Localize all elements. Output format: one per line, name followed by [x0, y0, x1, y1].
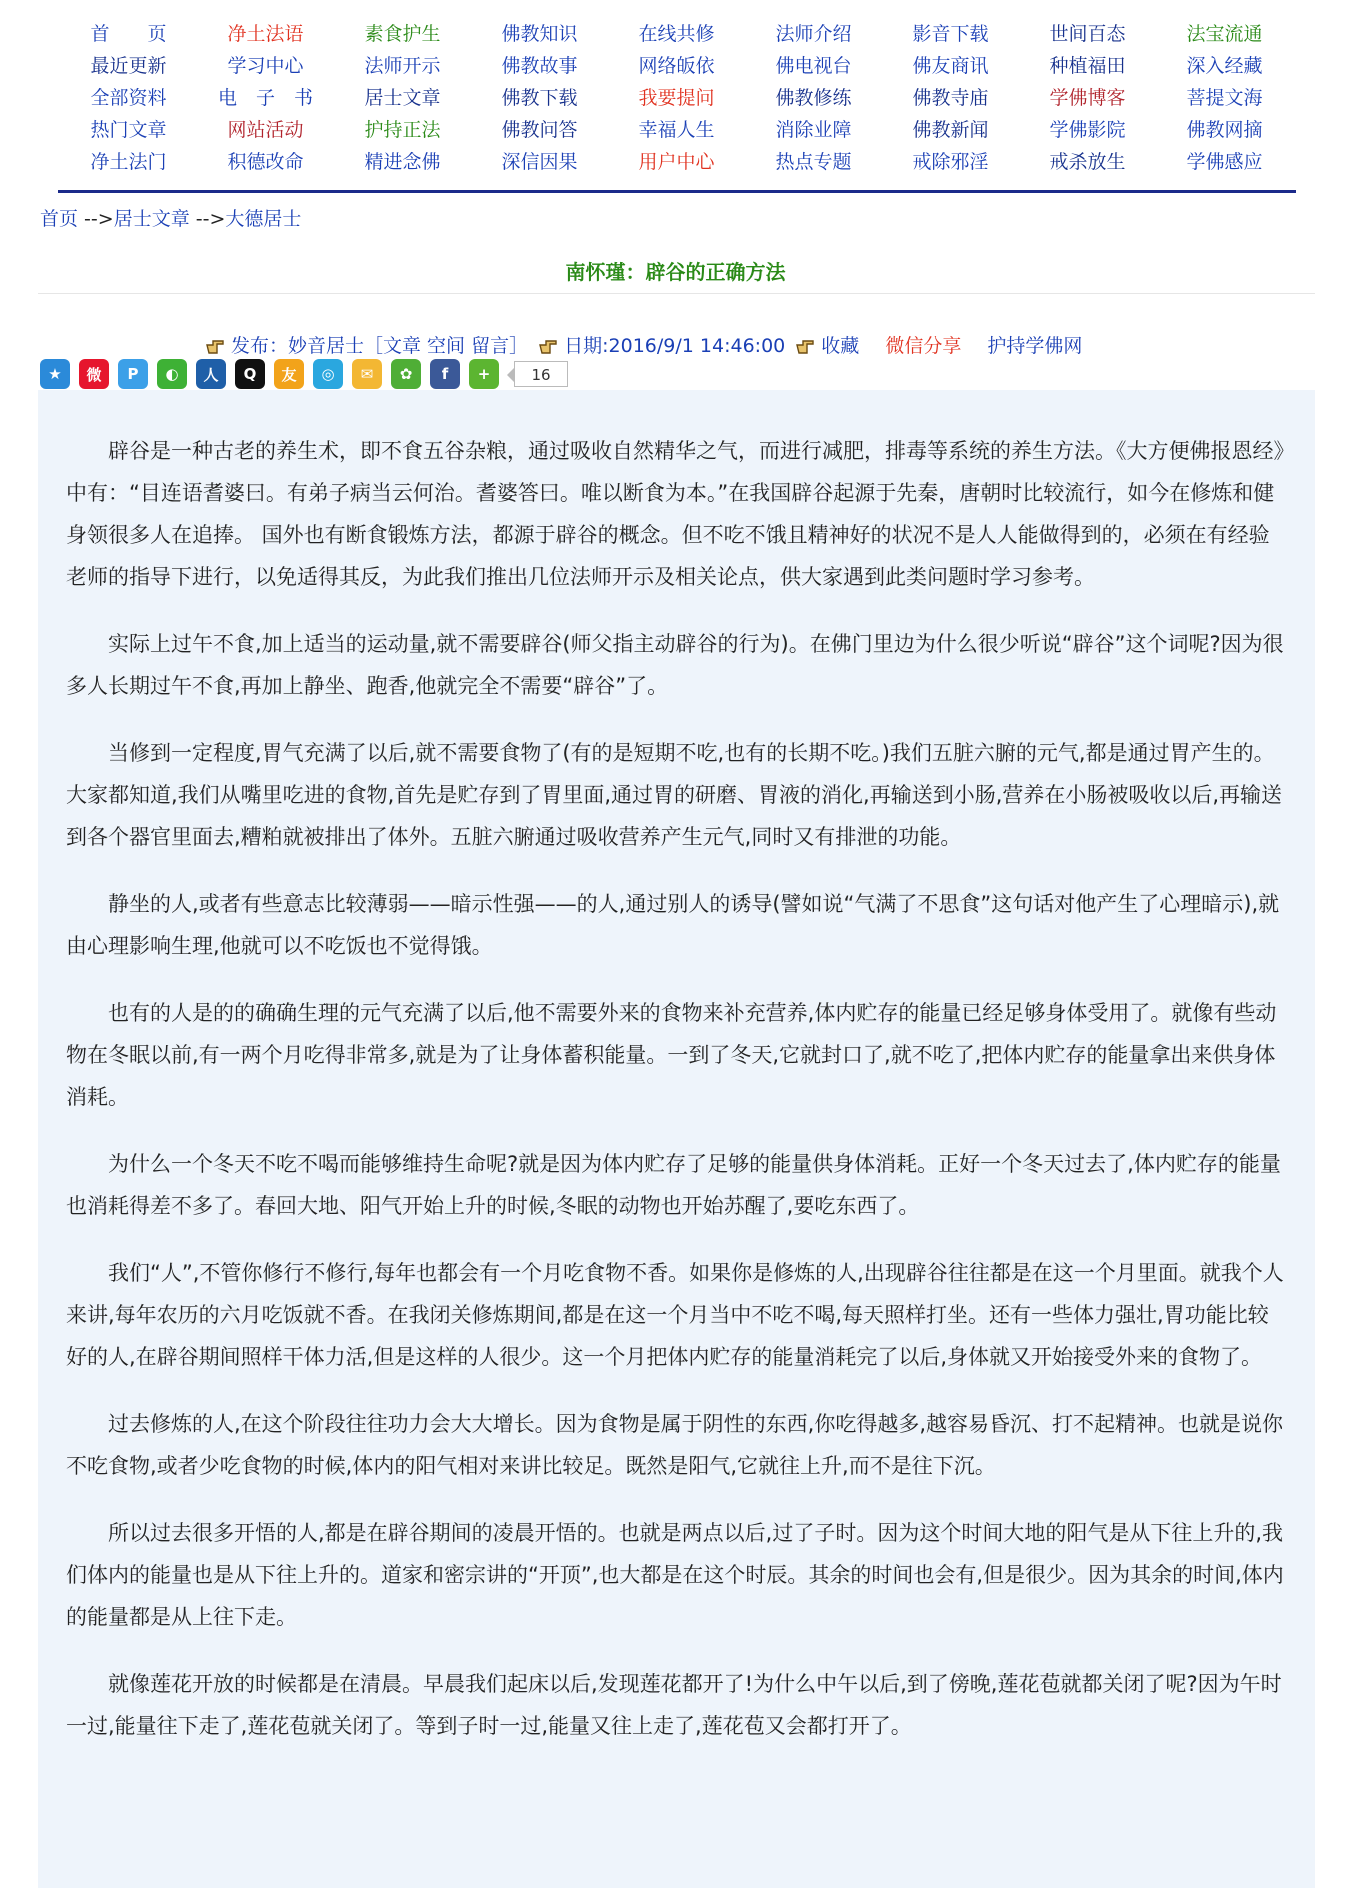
nav-link[interactable]: 我要提问 — [638, 87, 715, 109]
breadcrumb — [40, 204, 301, 231]
top-navigation — [60, 18, 1300, 178]
title-divider — [38, 293, 1315, 294]
nav-link[interactable]: 净土法语 — [227, 23, 304, 45]
nav-link[interactable]: 净土法门 — [90, 151, 167, 173]
pointing-hand-icon — [205, 335, 227, 355]
share-toolbar — [40, 358, 568, 390]
email-icon[interactable]: ✉ — [352, 359, 382, 389]
weibo-icon[interactable]: 微 — [79, 359, 109, 389]
nav-link[interactable]: 用户中心 — [638, 151, 715, 173]
pinterest-icon[interactable]: P — [118, 359, 148, 389]
facebook-icon[interactable]: f — [430, 359, 460, 389]
kaixin-icon[interactable]: ✿ — [391, 359, 421, 389]
article-paragraph: 就像莲花开放的时候都是在清晨。早晨我们起床以后,发现莲花都开了!为什么中午以后,到了傍晚,莲花苞就都关闭了呢?因为午时一过,能量往下走了,莲花苞就关闭了。等到子时一过,能量又往上走了,莲花苞又会都打开了。 — [66, 1672, 1282, 1738]
nav-link[interactable]: 佛教问答 — [501, 119, 578, 141]
nav-link[interactable]: 世间百态 — [1049, 23, 1126, 45]
publish-info[interactable]: 发布：妙音居士［文章 空间 留言］ — [231, 335, 529, 357]
nav-link[interactable]: 全部资料 — [90, 87, 167, 109]
more-icon[interactable]: + — [469, 359, 499, 389]
nav-link[interactable]: 佛教网摘 — [1186, 119, 1263, 141]
wechat-icon[interactable]: ◐ — [157, 359, 187, 389]
nav-link[interactable]: 种植福田 — [1049, 55, 1126, 77]
nav-link[interactable]: 首 页 — [90, 23, 167, 45]
publish-date: 日期:2016/9/1 14:46:00 — [564, 335, 786, 357]
nav-link[interactable]: 深入经藏 — [1186, 55, 1263, 77]
douban-icon[interactable]: ◎ — [313, 359, 343, 389]
article-meta — [205, 331, 1086, 358]
breadcrumb-section[interactable]: 居士文章 — [113, 208, 190, 230]
article-paragraph: 辟谷是一种古老的养生术，即不食五谷杂粮，通过吸收自然精华之气，而进行减肥，排毒等系统的养生方法。《大方便佛报恩经》中有：“目连语耆婆曰。有弟子病当云何治。耆婆答曰。唯以断食为本。”在我国辟谷起源于先秦，唐朝时比较流行，如今在修炼和健身领很多人在追捧。 国外也有断食锻炼方法，都源于辟谷的概念。但不吃不饿且精神好的状况不是人人能做得到的，必须在有经验老师的指导下进行，以免适得其反，为此我们推出几位法师开示及相关论点，供大家遇到此类问题时学习参考。 — [66, 439, 1284, 589]
renren-icon[interactable]: 人 — [196, 359, 226, 389]
nav-link[interactable]: 学佛感应 — [1186, 151, 1263, 173]
nav-link[interactable]: 学佛影院 — [1049, 119, 1126, 141]
nav-link[interactable]: 戒除邪淫 — [912, 151, 989, 173]
breadcrumb-subsection[interactable]: 大德居士 — [225, 208, 302, 230]
nav-link[interactable]: 热门文章 — [90, 119, 167, 141]
nav-link[interactable]: 在线共修 — [638, 23, 715, 45]
nav-link[interactable]: 法宝流通 — [1186, 23, 1263, 45]
article-title: 南怀瑾：辟谷的正确方法 — [565, 260, 786, 284]
xiaoyou-icon[interactable]: 友 — [274, 359, 304, 389]
breadcrumb-separator: --> — [189, 208, 226, 230]
article-paragraph: 静坐的人,或者有些意志比较薄弱——暗示性强——的人,通过别人的诱导(譬如说“气满了不思食”这句话对他产生了心理暗示),就由心理影响生理,他就可以不吃饭也不觉得饿。 — [66, 892, 1280, 958]
article-paragraph: 过去修炼的人,在这个阶段往往功力会大大增长。因为食物是属于阴性的东西,你吃得越多,越容易昏沉、打不起精神。也就是说你不吃食物,或者少吃食物的时候,体内的阳气相对来讲比较足。既然是阳气,它就往上升,而不是往下沉。 — [66, 1412, 1284, 1478]
nav-link[interactable]: 佛友商讯 — [912, 55, 989, 77]
nav-link[interactable]: 影音下载 — [912, 23, 989, 45]
article-paragraph: 当修到一定程度,胃气充满了以后,就不需要食物了(有的是短期不吃,也有的长期不吃。)我们五脏六腑的元气,都是通过胃产生的。大家都知道,我们从嘴里吃进的食物,首先是贮存到了胃里面,通过胃的研磨、胃液的消化,再输送到小肠,营养在小肠被吸收以后,再输送到各个器官里面去,糟粕就被排出了体外。五脏六腑通过吸收营养产生元气,同时又有排泄的功能。 — [66, 741, 1283, 849]
nav-link[interactable]: 最近更新 — [90, 55, 167, 77]
support-link[interactable]: 护持学佛网 — [987, 335, 1083, 357]
nav-link[interactable]: 菩提文海 — [1186, 87, 1263, 109]
nav-link[interactable]: 佛电视台 — [775, 55, 852, 77]
nav-link[interactable]: 消除业障 — [775, 119, 852, 141]
share-count: 16 — [514, 361, 568, 387]
nav-link[interactable]: 佛教下载 — [501, 87, 578, 109]
pointing-hand-icon — [795, 335, 817, 355]
nav-link[interactable]: 护持正法 — [364, 119, 441, 141]
nav-link[interactable]: 佛教寺庙 — [912, 87, 989, 109]
pointing-hand-icon — [538, 335, 560, 355]
nav-link[interactable]: 戒杀放生 — [1049, 151, 1126, 173]
nav-link[interactable]: 佛教故事 — [501, 55, 578, 77]
article-paragraph: 也有的人是的的确确生理的元气充满了以后,他不需要外来的食物来补充营养,体内贮存的能量已经足够身体受用了。就像有些动物在冬眠以前,有一两个月吃得非常多,就是为了让身体蓄积能量。一到了冬天,它就封口了,就不吃了,把体内贮存的能量拿出来供身体消耗。 — [66, 1001, 1277, 1109]
wechat-share-link[interactable]: 微信分享 — [885, 335, 962, 357]
nav-link[interactable]: 电 子 书 — [217, 87, 313, 109]
breadcrumb-separator: --> — [78, 208, 114, 230]
article-paragraph: 为什么一个冬天不吃不喝而能够维持生命呢?就是因为体内贮存了足够的能量供身体消耗。正好一个冬天过去了,体内贮存的能量也消耗得差不多了。春回大地、阳气开始上升的时候,冬眠的动物也开始苏醒了,要吃东西了。 — [66, 1152, 1281, 1218]
nav-link[interactable]: 学习中心 — [227, 55, 304, 77]
nav-link[interactable]: 法师开示 — [364, 55, 441, 77]
breadcrumb-home[interactable]: 首页 — [40, 208, 79, 230]
qzone-icon[interactable]: ★ — [40, 359, 70, 389]
nav-link[interactable]: 网站活动 — [227, 119, 304, 141]
article-paragraph: 实际上过午不食,加上适当的运动量,就不需要辟谷(师父指主动辟谷的行为)。在佛门里边为什么很少听说“辟谷”这个词呢?因为很多人长期过午不食,再加上静坐、跑香,他就完全不需要“辟谷”了。 — [66, 632, 1284, 698]
nav-link[interactable]: 法师介绍 — [775, 23, 852, 45]
nav-link[interactable]: 佛教新闻 — [912, 119, 989, 141]
nav-link[interactable]: 网络皈依 — [638, 55, 715, 77]
article-body — [38, 390, 1315, 1888]
nav-link[interactable]: 深信因果 — [501, 151, 578, 173]
article-paragraph: 我们“人”,不管你修行不修行,每年也都会有一个月吃食物不香。如果你是修炼的人,出现辟谷往往都是在这一个月里面。就我个人来讲,每年农历的六月吃饭就不香。在我闭关修炼期间,都是在这一个月当中不吃不喝,每天照样打坐。还有一些体力强壮,胃功能比较好的人,在辟谷期间照样干体力活,但是这样的人很少。这一个月把体内贮存的能量消耗完了以后,身体就又开始接受外来的食物了。 — [66, 1261, 1284, 1369]
nav-link[interactable]: 幸福人生 — [638, 119, 715, 141]
nav-divider — [58, 190, 1296, 193]
nav-link[interactable]: 精进念佛 — [364, 151, 441, 173]
nav-link[interactable]: 学佛博客 — [1049, 87, 1126, 109]
nav-link[interactable]: 佛教知识 — [501, 23, 578, 45]
nav-link[interactable]: 素食护生 — [364, 23, 441, 45]
qq-icon[interactable]: Q — [235, 359, 265, 389]
article-paragraph: 所以过去很多开悟的人,都是在辟谷期间的凌晨开悟的。也就是两点以后,过了子时。因为这个时间大地的阳气是从下往上升的,我们体内的能量也是从下往上升的。道家和密宗讲的“开顶”,也大都是在这个时辰。其余的时间也会有,但是很少。因为其余的时间,体内的能量都是从上往下走。 — [66, 1521, 1284, 1629]
nav-link[interactable]: 热点专题 — [775, 151, 852, 173]
nav-link[interactable]: 居士文章 — [364, 87, 441, 109]
nav-link[interactable]: 佛教修练 — [775, 87, 852, 109]
nav-link[interactable]: 积德改命 — [227, 151, 304, 173]
favorite-link[interactable]: 收藏 — [821, 335, 860, 357]
